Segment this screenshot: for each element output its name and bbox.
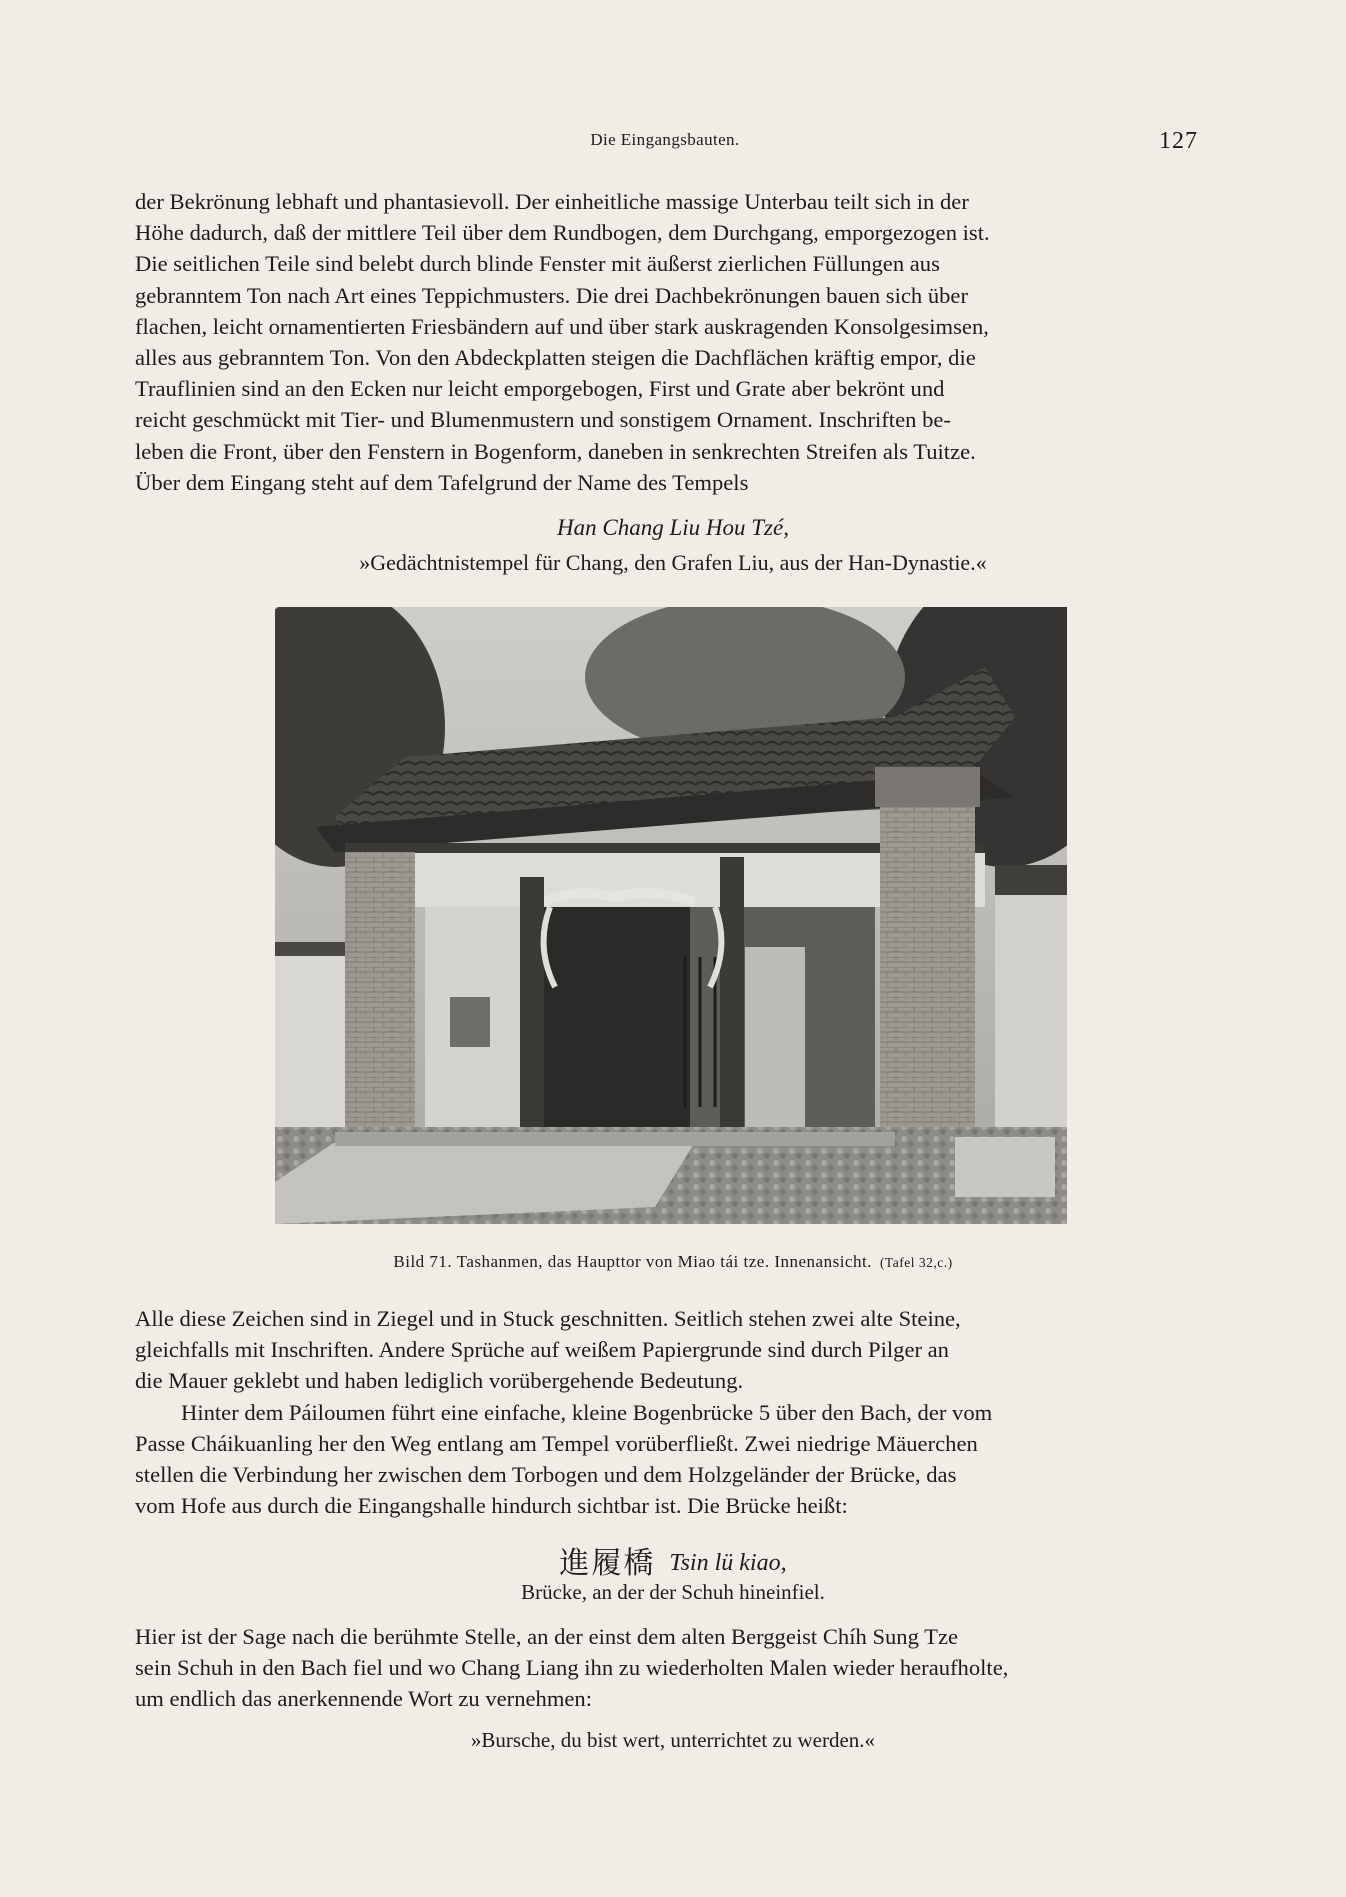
text-line: um endlich das anerkennende Wort zu vernehmen: [135,1686,593,1712]
text-line: Hier ist der Sage nach die berühmte Stelle, an der einst dem alten Berggeist Chíh Sung Tze [135,1624,958,1649]
bridge-gloss: Brücke, an der der Schuh hineinfiel. [521,1580,825,1604]
bridge-name [0,1538,1346,1582]
text-line: leben die Front, über den Fenstern in Bogenform, daneben in senkrechten Streifen als Tuitze. [135,438,976,464]
temple-name: Han Chang Liu Hou Tzé, [557,515,789,540]
text-line: Hinter dem Páiloumen führt eine einfache, kleine Bogenbrücke 5 über den Bach, der vom [181,1399,993,1425]
text-line: vom Hofe aus durch die Eingangshalle hindurch sichtbar ist. Die Brücke heißt: [135,1493,848,1519]
bridge-hanzi: 進履橋 [559,1546,656,1581]
text-line: flachen, leicht ornamentierten Friesbändern auf und über stark auskragenden Konsolgesimsen, [135,313,989,339]
bridge-romanization: Tsin lü kiao, [669,1550,787,1576]
paragraph-1 [135,186,1199,498]
text-line: alles aus gebranntem Ton. Von den Abdeckplatten steigen die Dachflächen kräftig empor, die [135,345,976,371]
text-line: stellen die Verbindung her zwischen dem Torbogen und dem Holzgeländer der Brücke, das [135,1462,957,1488]
text-line: Passe Cháikuanling her den Weg entlang am Tempel vorüberfließt. Zwei niedrige Mäuerchen [135,1430,978,1456]
plate-reference: (Tafel 32,c.) [879,1255,953,1270]
temple-gloss: »Gedächtnistempel für Chang, den Grafen Liu, aus der Han-Dynastie.« [359,550,987,575]
text-line: Über dem Eingang steht auf dem Tafelgrund der Name des Tempels [135,469,749,495]
text-line: der Bekrönung lebhaft und phantasievoll. Der einheitliche massige Unterbau teilt sich in der [135,189,969,214]
paragraph-3 [135,1621,1199,1715]
text-line: reicht geschmückt mit Tier- und Blumenmustern und sonstigem Ornament. Inschriften be- [135,407,951,433]
text-line: Trauflinien sind an den Ecken nur leicht emporgebogen, First und Grate aber bekrönt und [135,376,945,402]
text-line: Die seitlichen Teile sind belebt durch blinde Fenster mit äußerst zierlichen Füllungen aus [135,251,940,277]
page-number: 127 [1159,128,1198,154]
text-line: gleichfalls mit Inschriften. Andere Sprüche auf weißem Papiergrunde sind durch Pilger an [135,1337,949,1363]
temple-gate-photo [275,607,1067,1224]
text-line: gebranntem Ton nach Art eines Teppichmusters. Die drei Dachbekrönungen bauen sich über [135,282,968,308]
running-head [0,128,1346,158]
quote: »Bursche, du bist wert, unterrichtet zu werden.« [470,1728,876,1752]
text-line: Alle diese Zeichen sind in Ziegel und in Stuck geschnitten. Seitlich stehen zwei alte Steine, [135,1306,961,1331]
text-line: sein Schuh in den Bach fiel und wo Chang Liang ihn zu wiederholten Malen wieder heraufholte, [135,1655,1009,1681]
text-line: die Mauer geklebt und haben lediglich vorübergehende Bedeutung. [135,1368,744,1394]
text-line: Höhe dadurch, daß der mittlere Teil über dem Rundbogen, dem Durchgang, emporgezogen ist. [135,220,990,246]
running-title: Die Eingangsbauten. [590,130,740,149]
paragraph-2 [135,1303,1199,1521]
figure-caption [0,1252,1346,1272]
caption-text: Bild 71. Tashanmen, das Haupttor von Miao tái tze. Innenansicht. [393,1252,872,1271]
